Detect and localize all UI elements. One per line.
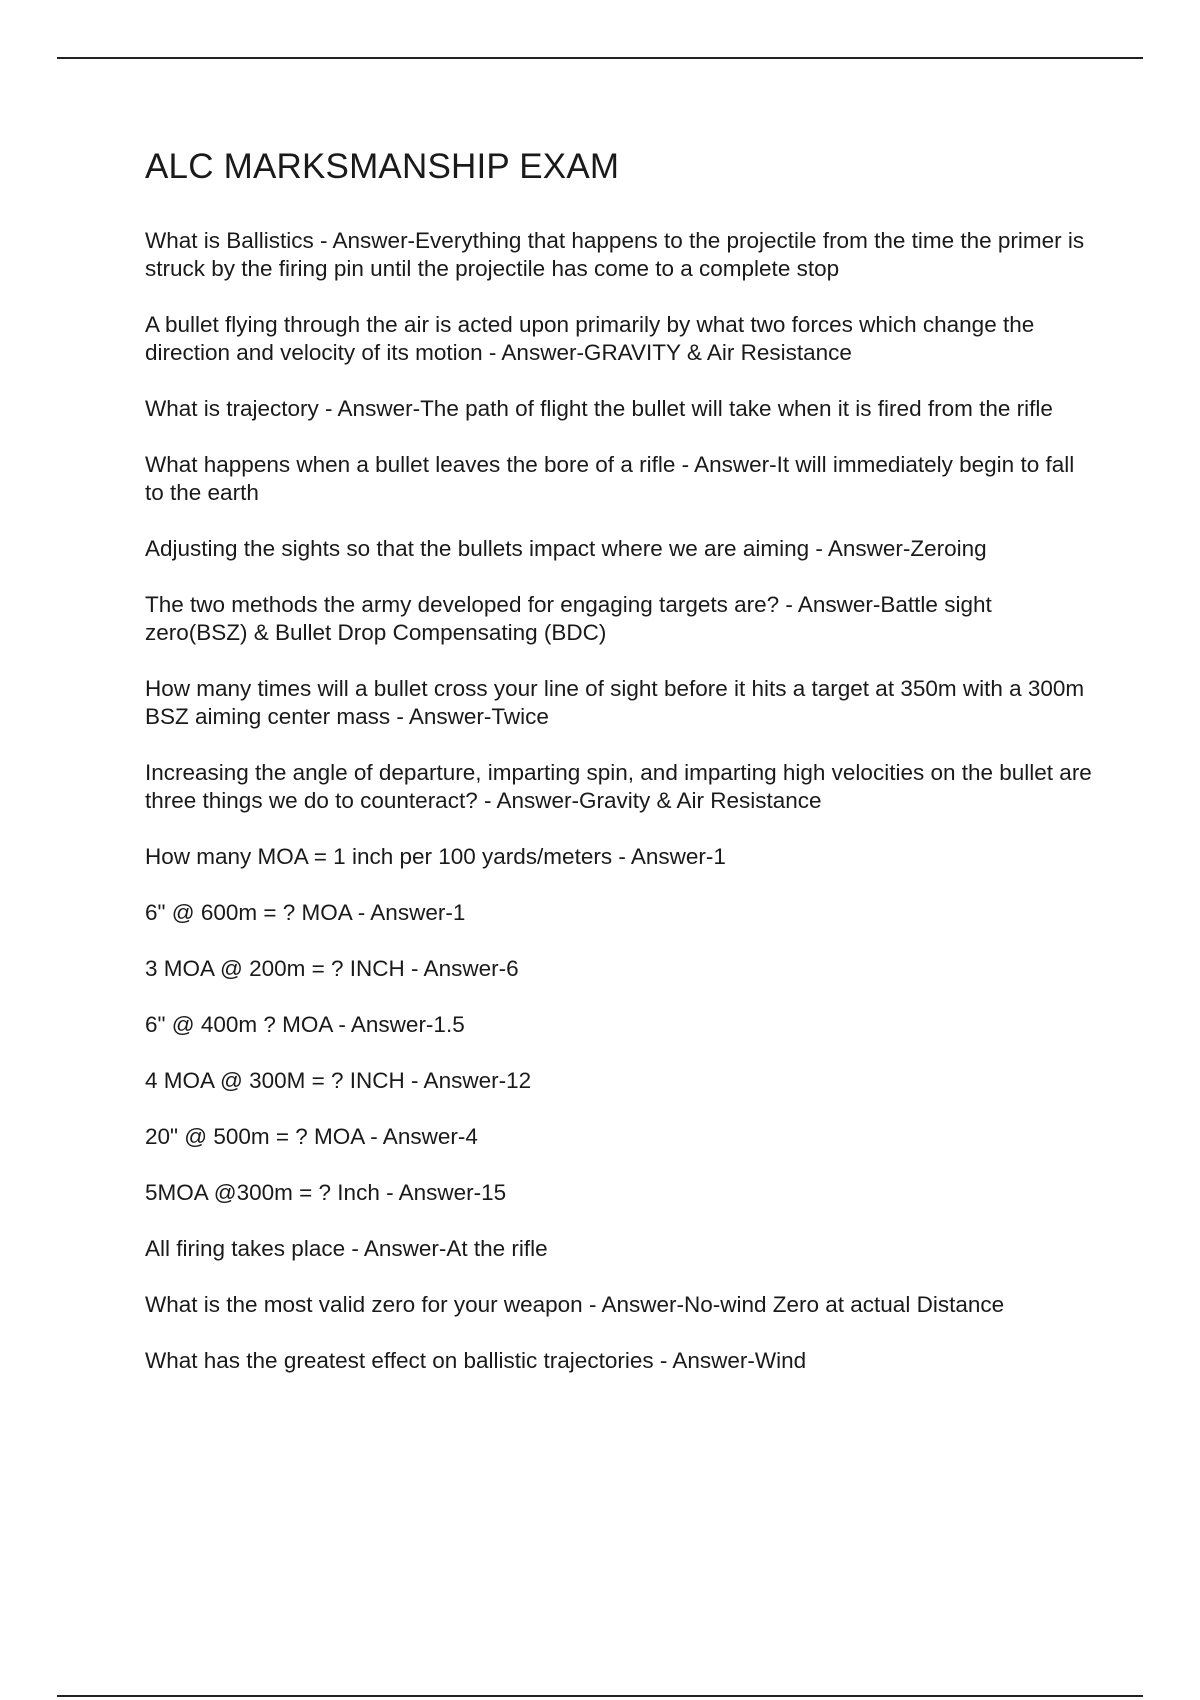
qa-item: Adjusting the sights so that the bullets impact where we are aiming - Answer-Zeroing	[145, 536, 987, 561]
qa-item: How many times will a bullet cross your line of sight before it hits a target at 350m with a 300m BSZ aiming center mass - Answer-Twice	[145, 676, 1085, 729]
qa-item: Increasing the angle of departure, imparting spin, and imparting high velocities on the bullet are three things we do to counteract? - Answer-Gravity & Air Resistance	[145, 760, 1092, 813]
qa-item: 5MOA @300m = ? Inch - Answer-15	[145, 1180, 507, 1205]
question-answer-list	[145, 227, 1095, 1403]
qa-item: The two methods the army developed for engaging targets are? - Answer-Battle sight zero(BSZ) & Bullet Drop Compensating (BDC)	[145, 592, 992, 645]
qa-item: 20" @ 500m = ? MOA - Answer-4	[145, 1124, 478, 1149]
bottom-divider	[57, 1695, 1143, 1697]
qa-item: What is trajectory - Answer-The path of flight the bullet will take when it is fired from the rifle	[145, 396, 1053, 421]
qa-item: 3 MOA @ 200m = ? INCH - Answer-6	[145, 956, 519, 981]
top-divider	[57, 57, 1143, 59]
qa-item: What is Ballistics - Answer-Everything that happens to the projectile from the time the primer is struck by the firing pin until the projectile has come to a complete stop	[145, 228, 1085, 281]
qa-item: How many MOA = 1 inch per 100 yards/meters - Answer-1	[145, 844, 726, 869]
qa-item: All firing takes place - Answer-At the rifle	[145, 1236, 548, 1261]
qa-item: 4 MOA @ 300M = ? INCH - Answer-12	[145, 1068, 532, 1093]
qa-item: 6" @ 600m = ? MOA - Answer-1	[145, 900, 466, 925]
qa-item: What happens when a bullet leaves the bore of a rifle - Answer-It will immediately begin to fall to the earth	[145, 452, 1075, 505]
qa-item: 6" @ 400m ? MOA - Answer-1.5	[145, 1012, 465, 1037]
qa-item: What has the greatest effect on ballistic trajectories - Answer-Wind	[145, 1348, 807, 1373]
page-title: ALC MARKSMANSHIP EXAM	[145, 147, 620, 186]
qa-item: What is the most valid zero for your weapon - Answer-No-wind Zero at actual Distance	[145, 1292, 1005, 1317]
qa-item: A bullet flying through the air is acted upon primarily by what two forces which change the direction and velocity of its motion - Answer-GRAVITY & Air Resistance	[145, 312, 1035, 365]
